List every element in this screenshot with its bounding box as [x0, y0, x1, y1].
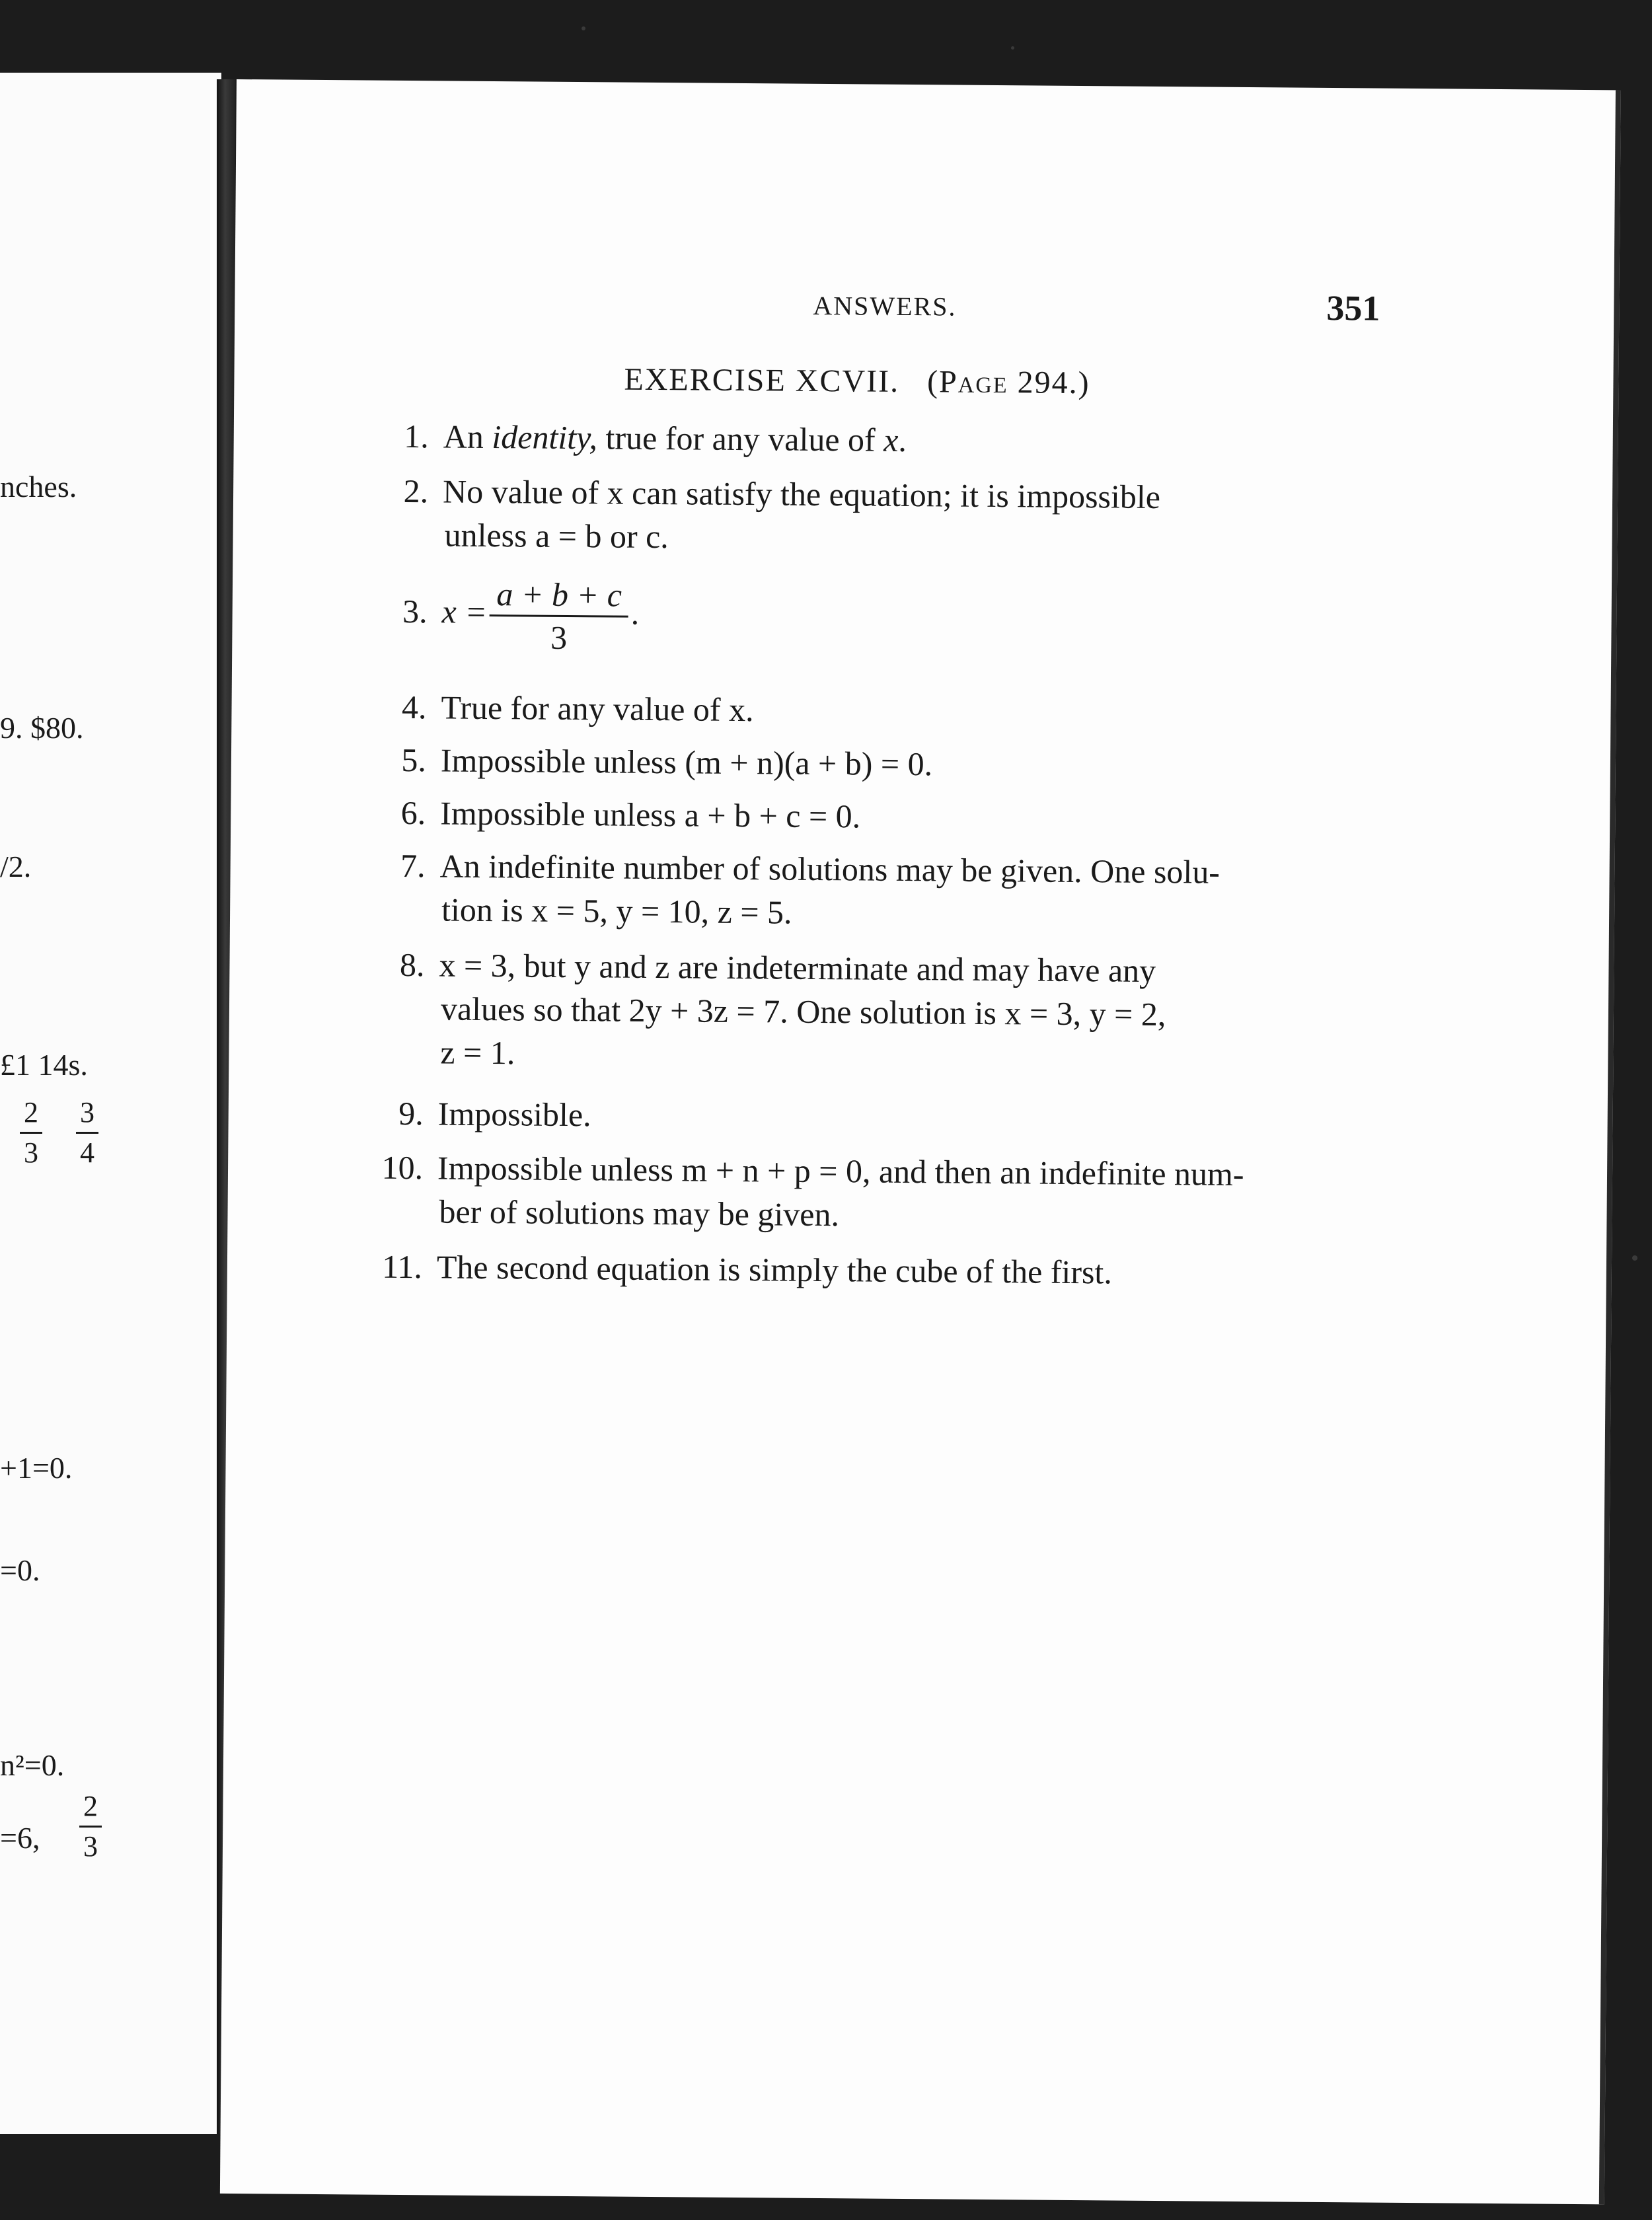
answer-item-3 — [364, 573, 1336, 665]
left-fraction: $\frac{2}{3}$ — [79, 1787, 102, 1866]
answer-number: 4. — [401, 688, 427, 726]
left-line: n²=0. — [0, 1748, 65, 1782]
answer-number: 2. — [403, 472, 429, 510]
answer-text: No value of x can satisfy the equation; it is impossible — [442, 472, 1161, 515]
answer-continuation: tion is x = 5, y = 10, z = 5. — [441, 891, 792, 931]
answer-continuation: values so that 2y + 3z = 7. One solution is x = 3, y = 2, — [440, 990, 1166, 1033]
answer-text: Impossible. — [437, 1095, 591, 1134]
answer-continuation: unless a = b or c. — [444, 516, 669, 556]
answer-number: 9. — [398, 1094, 424, 1132]
answer-text: Impossible unless (m + n)(a + b) = 0. — [440, 741, 933, 783]
answer-number: 11. — [382, 1247, 423, 1286]
left-line: =0. — [0, 1553, 40, 1587]
answer-text: . — [630, 594, 640, 632]
answer-text: Impossible unless m + n + p = 0, and then an indefinite num- — [437, 1149, 1244, 1193]
answer-item-2 — [365, 469, 1337, 564]
answer-item-9 — [360, 1092, 1332, 1143]
exercise-name: EXERCISE XCVII. — [624, 361, 900, 399]
answer-item-6 — [363, 791, 1334, 842]
answer-emphasis: identity, — [492, 418, 598, 457]
answer-continuation: z = 1. — [440, 1033, 515, 1072]
left-line: £1 14s. — [0, 1048, 88, 1082]
answer-number: 7. — [400, 846, 426, 885]
left-line: =6, — [0, 1821, 40, 1855]
answer-number: 1. — [404, 418, 429, 455]
left-line: +1=0. — [0, 1451, 73, 1485]
answer-number: 3. — [402, 592, 428, 630]
left-fraction: $\frac{2}{3}$ — [20, 1093, 42, 1172]
answer-text: x = 3, but y and z are indeterminate and may have any — [439, 946, 1156, 989]
scan-speck — [1632, 1255, 1637, 1261]
previous-page-fragment — [0, 73, 221, 2134]
fraction-denominator: 3 — [550, 618, 568, 656]
answer-number: 6. — [400, 794, 426, 832]
left-fraction: $\frac{3}{4}$ — [76, 1093, 98, 1172]
scan-speck — [582, 26, 585, 30]
answer-number: 10. — [381, 1148, 424, 1187]
exercise-page-ref: (Page 294.) — [926, 364, 1090, 401]
answer-item-10 — [359, 1146, 1332, 1241]
answer-text: Impossible unless a + b + c = 0. — [440, 794, 861, 835]
answer-item-8 — [361, 943, 1333, 1082]
answer-text: An indefinite number of solutions may be given. One solu- — [439, 847, 1220, 891]
left-line: /2. — [0, 850, 32, 883]
answer-item-1 — [366, 414, 1337, 466]
answer-text: True for any value of x. — [441, 688, 754, 729]
answer-item-5 — [363, 738, 1335, 790]
exercise-title — [624, 361, 1090, 402]
page-number: 351 — [1326, 287, 1380, 328]
equation-lhs: x = — [441, 593, 488, 630]
answer-text: An — [443, 418, 492, 456]
answer-item-7 — [362, 844, 1334, 939]
answer-text: true for any value of — [597, 419, 884, 459]
answer-item-4 — [363, 685, 1335, 737]
running-header: ANSWERS. — [813, 290, 957, 322]
answer-variable: x — [883, 421, 899, 459]
left-line: nches. — [0, 470, 77, 503]
fraction — [490, 574, 629, 659]
answer-text: . — [898, 421, 907, 459]
answers-page — [220, 79, 1621, 2204]
answer-number: 5. — [401, 741, 427, 779]
page-edge-shadow — [1599, 90, 1621, 2204]
left-line: 9. $80. — [0, 711, 84, 745]
fraction-numerator: a + b + c — [490, 574, 628, 618]
answer-number: 8. — [399, 945, 425, 984]
answer-item-11 — [359, 1245, 1331, 1296]
answer-continuation: ber of solutions may be given. — [439, 1193, 840, 1234]
scan-speck — [1011, 46, 1014, 50]
answer-text: The second equation is simply the cube of the first. — [436, 1248, 1113, 1291]
